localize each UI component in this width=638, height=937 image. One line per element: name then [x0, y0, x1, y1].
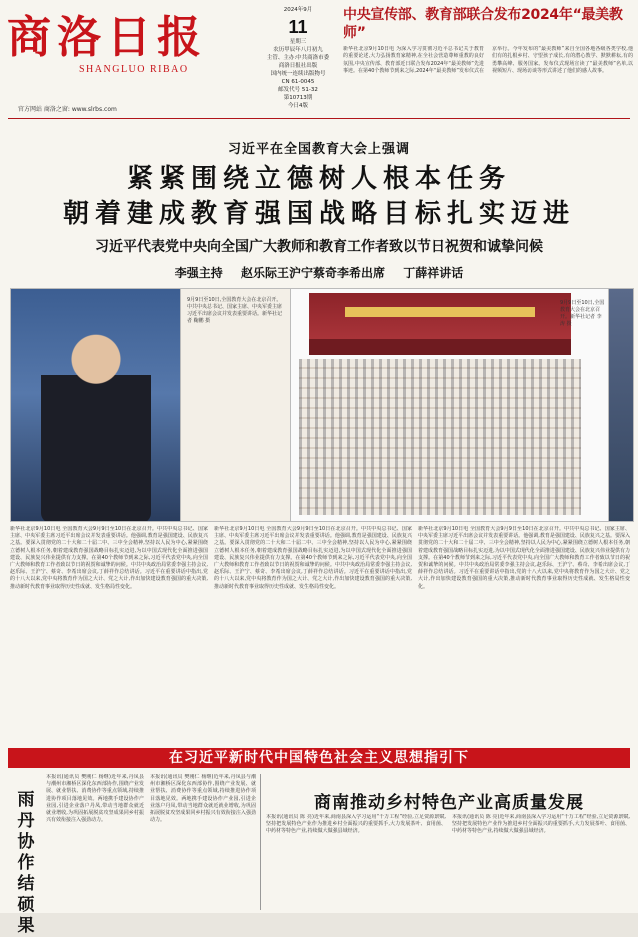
byline-item: 赵乐际王沪宁蔡奇李希出席 [240, 266, 385, 280]
theme-banner-text: 在习近平新时代中国特色社会主义思想指引下 [169, 750, 469, 766]
lead-subhead: 习近平代表党中央向全国广大教师和教育工作者致以节日祝贺和诚挚问候 [95, 239, 543, 255]
issue-year-month: 2024年9月 [283, 7, 313, 13]
issue-code: 国内统一连续出版物号 [270, 71, 326, 77]
side-photo [608, 288, 634, 522]
lead-article-col3: 新华社北京9月10日电 全国教育大会9月9日至10日在北京召开。中共中央总书记、国家主席、中央军委主席习近平出席会议并发表重要讲话。他强调,教育是强国建设、民族复兴之基。要深入贯彻党的二十大和二十届二中、三中全会精神,坚持以人民为中心,紧紧围绕立德树人根本任务,朝着建成教育强国战略目标扎实迈进,为以中国式现代化全面推进强国建设、民族复兴伟业提供有力支撑。在第40个教师节到来之际,习近平代表党中央,向全国广大教师和教育工作者致以节日的祝贺和诚挚的问候。中共中央政治局常委李强主持会议,赵乐际、王沪宁、蔡奇、李希出席会议,丁薛祥作总结讲话。习近平在重要讲话中指出,党的十八大以来,党中央将教育作为国之大计、党之大计,作出加快建设教育强国的重大决策,推动新时代教育事业取得历史性成就、发生格局性变化。 [418, 526, 630, 590]
website-line[interactable]: 官方网站 商洛之窗: www.slrbs.com [18, 106, 117, 113]
lead-article-col1: 新华社北京9月10日电 全国教育大会9月9日至10日在北京召开。中共中央总书记、国家主席、中央军委主席习近平出席会议并发表重要讲话。他强调,教育是强国建设、民族复兴之基。要深入贯彻党的二十大和二十届二中、三中全会精神,坚持以人民为中心,紧紧围绕立德树人根本任务,朝着建成教育强国战略目标扎实迈进,为以中国式现代化全面推进强国建设、民族复兴伟业提供有力支撑。在第40个教师节到来之际,习近平代表党中央,向全国广大教师和教育工作者致以节日的祝贺和诚挚的问候。中共中央政治局常委李强主持会议,赵乐际、王沪宁、蔡奇、李希出席会议,丁薛祥作总结讲话。习近平在重要讲话中指出,党的十八大以来,党中央将教育作为国之大计、党之大计,作出加快建设教育强国的重大决策,推动新时代教育事业取得历史性成就、发生格局性变化。 [10, 526, 208, 590]
byline-item: 李强主持 [174, 266, 223, 280]
issue-number: 第10713期 [283, 95, 313, 101]
top-story-body: 新华社北京9月10日电 为深入学习贯彻习近平总书记关于教育的重要论述,大力弘扬教育家精神,在全社会营造尊师重教的良好氛围,中央宣传部、教育部近日联合发布2024年“最美教师”先进事迹。在第40个教师节到来之际,2024年“最美教师”发布仪式在京举行。今年发布的“最美教师”来自全国各地各级各类学校,他们有的扎根乡村、守望孩子成长,有的潜心教学、默默耕耘,有的勇攀高峰、服务国家。发布仪式现场宣读了“最美教师”名单,以视频短片、现场访谈等形式讲述了他们的感人故事。 [343, 46, 633, 75]
audience-hall [299, 359, 581, 515]
feature-left-body-col2: 本报讯(通讯员 樊刚仁 杨继)近年来,丹凤县与潮州市湘桥区深化东西部协作,围绕产业发展、就业帮扶、消费协作等重点领域,持续推进协作项目落地见效。两地携手建设协作产业园,引进企业落户丹凤,带动当地群众就近就业增收,为巩固拓展脱贫攻坚成果同乡村振兴有效衔接注入强劲动力。 [150, 774, 256, 824]
lead-headline-line1[interactable]: 紧紧围绕立德树人根本任务 [126, 164, 511, 194]
column-divider [260, 774, 261, 910]
speaker-figure [41, 313, 151, 522]
conference-stage [309, 293, 571, 355]
top-story-headline[interactable]: 中央宣传部、教育部联合发布2024年“最美教师” [343, 7, 623, 41]
speaker-photo [10, 288, 182, 522]
feature-left-body-col1: 本报讯(通讯员 樊刚仁 杨继)近年来,丹凤县与潮州市湘桥区深化东西部协作,围绕产业发展、就业帮扶、消费协作等重点领域,持续推进协作项目落地见效。两地携手建设协作产业园,引进企业落户丹凤,带动当地群众就近就业增收,为巩固拓展脱贫攻坚成果同乡村振兴有效衔接注入强劲动力。 [46, 774, 144, 824]
feature-right-body-col2: 本报讯(通讯员 陈 亮)近年来,商南县深入学习运用“千万工程”经验,立足资源禀赋,坚持把发展特色产业作为推进乡村全面振兴的重要抓手,大力发展茶叶、食用菌、中药材等特色产业,持续做大做强县域经济。 [452, 814, 630, 835]
issue-sponsor: 主管、主办:中共商洛市委 [266, 55, 330, 61]
photo-caption-right: 9月9日至10日,全国教育大会在北京召开。新华社记者 李涛 摄 [560, 300, 605, 327]
byline-item: 丁薛祥讲话 [403, 266, 464, 280]
newspaper-logo [7, 12, 257, 75]
photo-caption-panel [180, 288, 292, 522]
issue-post: 邮发代号 51-32 [278, 87, 318, 93]
rostrum [309, 339, 571, 355]
logo-text: 商洛日报 [7, 12, 207, 63]
issue-info [262, 6, 334, 116]
stage-banner [345, 307, 535, 317]
issue-publisher: 商洛日报社出版 [278, 63, 318, 69]
masthead-divider [8, 118, 630, 119]
feature-right-body-col1: 本报讯(通讯员 陈 亮)近年来,商南县深入学习运用“千万工程”经验,立足资源禀赋,坚持把发展特色产业作为推进乡村全面振兴的重要抓手,大力发展茶叶、食用菌、中药材等特色产业,持续做大做强县域经济。 [266, 814, 446, 835]
issue-weekday: 星期三 [289, 39, 307, 45]
lead-byline [0, 264, 638, 281]
logo-en: SHANGLUO RIBAO [79, 64, 189, 75]
feature-left-title[interactable]: 雨丹协作结硕果 [17, 790, 35, 936]
feature-right-title[interactable]: 商南推动乡村特色产业高质量发展 [314, 793, 584, 813]
issue-cn: CN 61-0045 [281, 79, 315, 85]
photo-caption-left: 9月9日至10日,全国教育大会在北京召开。中共中央总书记、国家主席、中央军委主席习近平出席会议并发表重要讲话。新华社记者 鞠鹏 摄 [187, 297, 283, 324]
lead-headline-line2[interactable]: 朝着建成教育强国战略目标扎实迈进 [62, 199, 575, 229]
lead-article-col2: 新华社北京9月10日电 全国教育大会9月9日至10日在北京召开。中共中央总书记、国家主席、中央军委主席习近平出席会议并发表重要讲话。他强调,教育是强国建设、民族复兴之基。要深入贯彻党的二十大和二十届二中、三中全会精神,坚持以人民为中心,紧紧围绕立德树人根本任务,朝着建成教育强国战略目标扎实迈进,为以中国式现代化全面推进强国建设、民族复兴伟业提供有力支撑。在第40个教师节到来之际,习近平代表党中央,向全国广大教师和教育工作者致以节日的祝贺和诚挚的问候。中共中央政治局常委李强主持会议,赵乐际、王沪宁、蔡奇、李希出席会议,丁薛祥作总结讲话。习近平在重要讲话中指出,党的十八大以来,党中央将教育作为国之大计、党之大计,作出加快建设教育强国的重大决策,推动新时代教育事业取得历史性成就、发生格局性变化。 [214, 526, 412, 590]
lead-kicker: 习近平在全国教育大会上强调 [227, 142, 410, 157]
theme-banner [8, 748, 630, 768]
issue-day: 11 [288, 17, 308, 37]
issue-lunar: 农历甲辰年八月初九 [273, 47, 323, 53]
issue-pages: 今日4版 [288, 103, 308, 109]
